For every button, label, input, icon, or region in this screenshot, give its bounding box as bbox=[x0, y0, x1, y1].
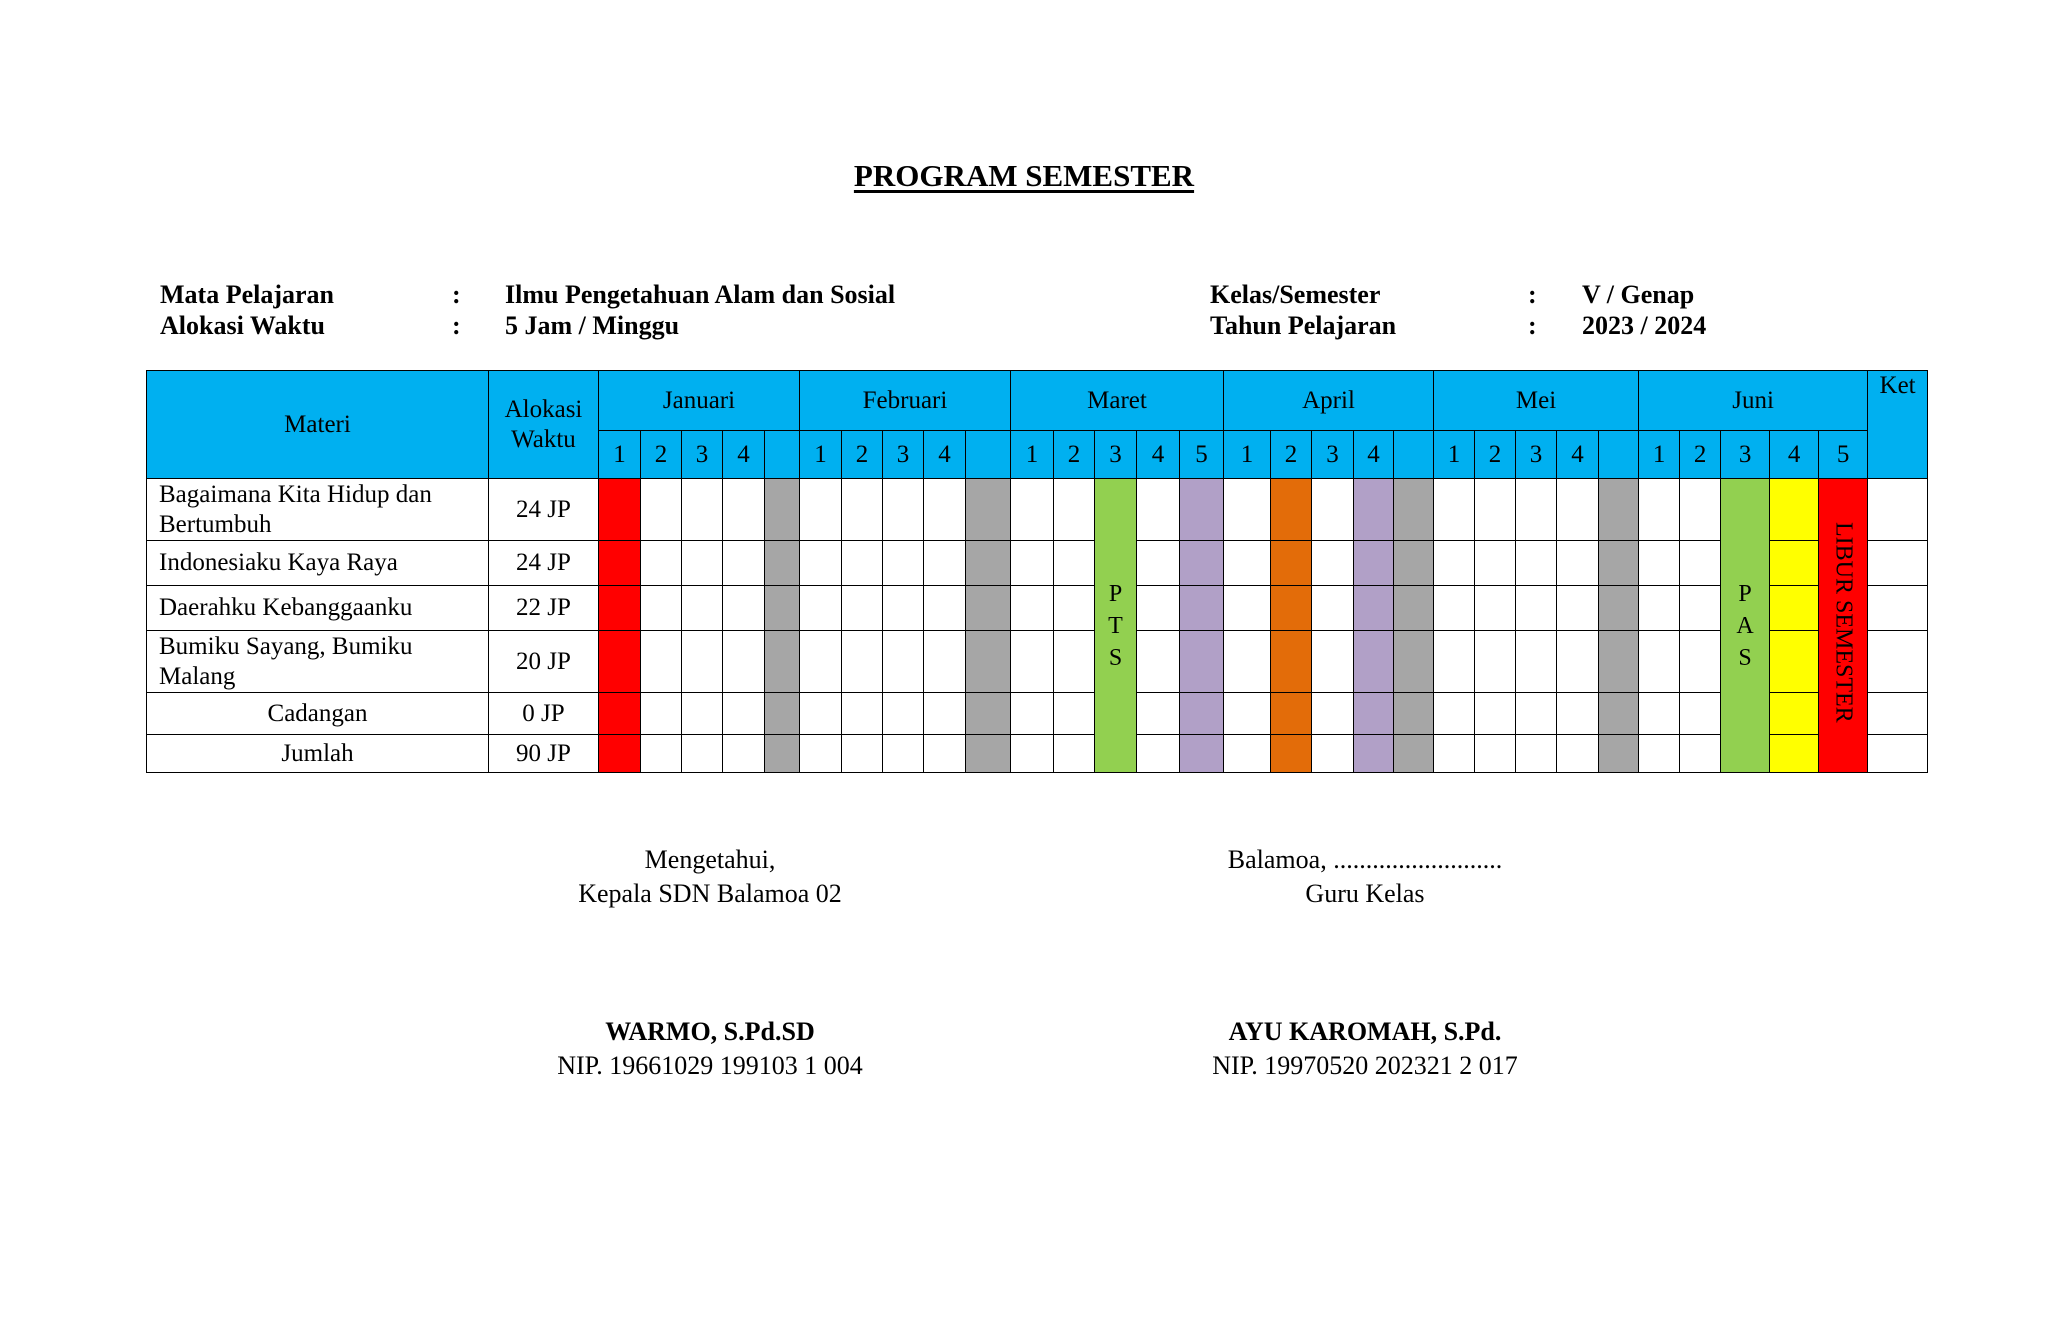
week-cell bbox=[924, 735, 966, 773]
mapel-label: Mata Pelajaran bbox=[160, 280, 335, 309]
week-cell bbox=[1224, 541, 1271, 586]
week-cell bbox=[1137, 693, 1180, 735]
alokasi-colon: : bbox=[452, 311, 461, 340]
week-cell bbox=[1475, 541, 1516, 586]
week-header: 3 bbox=[1312, 431, 1354, 479]
week-cell bbox=[1516, 693, 1557, 735]
week-cell bbox=[1011, 541, 1054, 586]
month-header: Maret bbox=[1011, 371, 1224, 431]
week-cell bbox=[641, 541, 682, 586]
week-cell bbox=[1475, 631, 1516, 693]
week-cell bbox=[1354, 541, 1394, 586]
week-cell bbox=[1599, 735, 1639, 773]
alokasi-value: 5 Jam / Minggu bbox=[505, 311, 680, 340]
libur-semester-block bbox=[1819, 479, 1868, 773]
kelas-colon: : bbox=[1528, 280, 1537, 309]
week-cell bbox=[1137, 479, 1180, 541]
week-cell bbox=[1680, 541, 1721, 586]
signature-left bbox=[510, 843, 910, 1083]
week-header: 1 bbox=[1639, 431, 1680, 479]
week-cell bbox=[765, 631, 800, 693]
week-cell bbox=[682, 586, 723, 631]
week-cell bbox=[1271, 693, 1312, 735]
week-cell bbox=[966, 631, 1011, 693]
sig-left-name: WARMO, S.Pd.SD bbox=[605, 1017, 815, 1046]
week-cell bbox=[723, 586, 765, 631]
week-cell bbox=[1516, 735, 1557, 773]
week-cell bbox=[1054, 693, 1095, 735]
week-header: 2 bbox=[1271, 431, 1312, 479]
week-cell bbox=[682, 631, 723, 693]
week-cell bbox=[842, 735, 883, 773]
week-cell bbox=[883, 479, 924, 541]
week-cell bbox=[1394, 631, 1434, 693]
week-cell bbox=[1434, 586, 1475, 631]
week-cell bbox=[1434, 693, 1475, 735]
week-cell bbox=[966, 693, 1011, 735]
week-cell bbox=[883, 693, 924, 735]
week-cell bbox=[641, 586, 682, 631]
week-cell bbox=[1475, 735, 1516, 773]
week-cell bbox=[1394, 479, 1434, 541]
week-header bbox=[966, 431, 1011, 479]
materi-header: Materi bbox=[147, 371, 489, 479]
week-cell bbox=[1011, 586, 1054, 631]
alokasi-cell: 22 JP bbox=[489, 586, 599, 631]
week-cell bbox=[1599, 479, 1639, 541]
tahun-value: 2023 / 2024 bbox=[1582, 311, 1707, 340]
materi-cell: Daerahku Kebanggaanku bbox=[147, 586, 489, 631]
week-header: 5 bbox=[1180, 431, 1224, 479]
week-cell bbox=[1639, 735, 1680, 773]
week-cell bbox=[1770, 631, 1819, 693]
week-header: 4 bbox=[924, 431, 966, 479]
week-cell bbox=[924, 693, 966, 735]
alokasi-cell: 0 JP bbox=[489, 693, 599, 735]
week-cell bbox=[1639, 631, 1680, 693]
week-cell bbox=[1354, 693, 1394, 735]
week-cell bbox=[1137, 735, 1180, 773]
week-cell bbox=[1639, 541, 1680, 586]
week-cell bbox=[966, 541, 1011, 586]
week-cell bbox=[1639, 479, 1680, 541]
week-cell bbox=[1271, 541, 1312, 586]
pas-label: P A S bbox=[1736, 580, 1754, 671]
week-cell bbox=[1680, 693, 1721, 735]
ket-cell bbox=[1868, 693, 1928, 735]
sig-right-nip: NIP. 19970520 202321 2 017 bbox=[1212, 1051, 1518, 1080]
week-header: 1 bbox=[1224, 431, 1271, 479]
week-cell bbox=[1557, 541, 1599, 586]
week-cell bbox=[1180, 735, 1224, 773]
week-header bbox=[1394, 431, 1434, 479]
week-cell bbox=[765, 693, 800, 735]
ket-cell bbox=[1868, 479, 1928, 541]
week-cell bbox=[842, 479, 883, 541]
week-cell bbox=[1599, 631, 1639, 693]
materi-cell: Cadangan bbox=[147, 693, 489, 735]
sig-right-line2: Guru Kelas bbox=[1305, 879, 1425, 908]
week-cell bbox=[599, 631, 641, 693]
week-cell bbox=[1354, 479, 1394, 541]
week-cell bbox=[924, 479, 966, 541]
week-header: 3 bbox=[883, 431, 924, 479]
week-cell bbox=[883, 586, 924, 631]
week-cell bbox=[842, 693, 883, 735]
week-cell bbox=[1312, 693, 1354, 735]
week-cell bbox=[924, 631, 966, 693]
week-cell bbox=[1434, 541, 1475, 586]
week-header: 4 bbox=[1354, 431, 1394, 479]
week-header: 2 bbox=[641, 431, 682, 479]
week-header: 3 bbox=[1721, 431, 1770, 479]
week-cell bbox=[924, 586, 966, 631]
week-cell bbox=[682, 479, 723, 541]
week-cell bbox=[1394, 541, 1434, 586]
week-cell bbox=[1054, 586, 1095, 631]
month-header: Januari bbox=[599, 371, 800, 431]
alokasi-label: Alokasi Waktu bbox=[160, 311, 325, 340]
week-cell bbox=[1516, 586, 1557, 631]
week-cell bbox=[1224, 631, 1271, 693]
pts-label: P T S bbox=[1108, 580, 1123, 671]
week-cell bbox=[1394, 693, 1434, 735]
page-title: PROGRAM SEMESTER bbox=[853, 158, 1195, 193]
week-cell bbox=[765, 541, 800, 586]
week-cell bbox=[765, 479, 800, 541]
week-header: 4 bbox=[1557, 431, 1599, 479]
week-cell bbox=[682, 693, 723, 735]
week-cell bbox=[641, 693, 682, 735]
materi-cell: Indonesiaku Kaya Raya bbox=[147, 541, 489, 586]
week-cell bbox=[1599, 541, 1639, 586]
signature-right bbox=[1165, 843, 1565, 1083]
week-cell bbox=[1680, 586, 1721, 631]
sig-right-line1: Balamoa, .......................... bbox=[1227, 845, 1503, 874]
alokasi-cell: 24 JP bbox=[489, 541, 599, 586]
week-cell bbox=[1599, 586, 1639, 631]
week-cell bbox=[1011, 693, 1054, 735]
week-cell bbox=[1312, 735, 1354, 773]
week-cell bbox=[1312, 631, 1354, 693]
week-header: 1 bbox=[1434, 431, 1475, 479]
alokasi-cell: 20 JP bbox=[489, 631, 599, 693]
week-cell bbox=[599, 479, 641, 541]
week-cell bbox=[682, 735, 723, 773]
week-cell bbox=[1224, 586, 1271, 631]
week-cell bbox=[1434, 479, 1475, 541]
week-header: 2 bbox=[842, 431, 883, 479]
week-cell bbox=[1475, 693, 1516, 735]
week-cell bbox=[641, 735, 682, 773]
week-cell bbox=[1434, 735, 1475, 773]
sig-left-nip: NIP. 19661029 199103 1 004 bbox=[557, 1051, 863, 1080]
week-cell bbox=[1011, 479, 1054, 541]
week-cell bbox=[1770, 735, 1819, 773]
week-cell bbox=[1011, 631, 1054, 693]
week-cell bbox=[641, 631, 682, 693]
week-cell bbox=[1557, 586, 1599, 631]
week-cell bbox=[1475, 479, 1516, 541]
mapel-colon: : bbox=[452, 280, 461, 309]
week-cell bbox=[1054, 735, 1095, 773]
month-header: Juni bbox=[1639, 371, 1868, 431]
week-cell bbox=[1557, 631, 1599, 693]
week-cell bbox=[1770, 541, 1819, 586]
materi-cell: Bumiku Sayang, Bumiku Malang bbox=[147, 631, 489, 693]
week-cell bbox=[1271, 586, 1312, 631]
semester-schedule-table bbox=[146, 370, 1928, 773]
week-cell bbox=[842, 541, 883, 586]
week-cell bbox=[1680, 631, 1721, 693]
week-cell bbox=[924, 541, 966, 586]
week-cell bbox=[1434, 631, 1475, 693]
week-cell bbox=[1639, 586, 1680, 631]
week-cell bbox=[966, 479, 1011, 541]
week-cell bbox=[1557, 479, 1599, 541]
ket-cell bbox=[1868, 541, 1928, 586]
sig-left-line1: Mengetahui, bbox=[644, 845, 776, 874]
week-cell bbox=[1770, 479, 1819, 541]
week-cell bbox=[800, 735, 842, 773]
week-cell bbox=[1680, 735, 1721, 773]
mapel-value: Ilmu Pengetahuan Alam dan Sosial bbox=[505, 280, 896, 309]
week-cell bbox=[1599, 693, 1639, 735]
week-cell bbox=[1639, 693, 1680, 735]
month-header: Februari bbox=[800, 371, 1011, 431]
libur-semester-label: LIBUR SEMESTER bbox=[1830, 521, 1857, 723]
ket-header: Ket bbox=[1868, 371, 1928, 479]
week-cell bbox=[1354, 735, 1394, 773]
week-cell bbox=[800, 586, 842, 631]
week-cell bbox=[599, 541, 641, 586]
week-cell bbox=[641, 479, 682, 541]
week-cell bbox=[1224, 479, 1271, 541]
week-header: 3 bbox=[1516, 431, 1557, 479]
week-cell bbox=[800, 631, 842, 693]
week-cell bbox=[1475, 586, 1516, 631]
week-cell bbox=[1516, 479, 1557, 541]
alokasi-cell: 90 JP bbox=[489, 735, 599, 773]
week-cell bbox=[1054, 631, 1095, 693]
week-cell bbox=[1011, 735, 1054, 773]
materi-cell: Jumlah bbox=[147, 735, 489, 773]
week-header: 2 bbox=[1054, 431, 1095, 479]
week-cell bbox=[1137, 541, 1180, 586]
ket-cell bbox=[1868, 735, 1928, 773]
week-cell bbox=[1394, 586, 1434, 631]
sig-right-name: AYU KAROMAH, S.Pd. bbox=[1228, 1017, 1502, 1046]
week-header: 1 bbox=[1011, 431, 1054, 479]
alokasi-header: Alokasi Waktu bbox=[489, 371, 599, 479]
week-cell bbox=[1180, 479, 1224, 541]
week-cell bbox=[1224, 693, 1271, 735]
week-cell bbox=[800, 479, 842, 541]
week-header: 3 bbox=[682, 431, 723, 479]
week-cell bbox=[599, 735, 641, 773]
kelas-label: Kelas/Semester bbox=[1210, 280, 1381, 309]
week-cell bbox=[1054, 479, 1095, 541]
week-cell bbox=[1354, 631, 1394, 693]
week-cell bbox=[966, 735, 1011, 773]
week-cell bbox=[1180, 541, 1224, 586]
week-header: 2 bbox=[1475, 431, 1516, 479]
month-header: April bbox=[1224, 371, 1434, 431]
week-header: 1 bbox=[800, 431, 842, 479]
sig-left-line2: Kepala SDN Balamoa 02 bbox=[578, 879, 842, 908]
week-cell bbox=[800, 541, 842, 586]
week-cell bbox=[800, 693, 842, 735]
week-cell bbox=[1354, 586, 1394, 631]
week-header: 5 bbox=[1819, 431, 1868, 479]
alokasi-cell: 24 JP bbox=[489, 479, 599, 541]
week-cell bbox=[765, 586, 800, 631]
week-cell bbox=[1770, 693, 1819, 735]
tahun-colon: : bbox=[1528, 311, 1537, 340]
week-cell bbox=[1557, 735, 1599, 773]
pas-block bbox=[1721, 479, 1770, 773]
week-cell bbox=[883, 541, 924, 586]
week-cell bbox=[682, 541, 723, 586]
week-cell bbox=[765, 735, 800, 773]
week-cell bbox=[1137, 631, 1180, 693]
week-cell bbox=[1770, 586, 1819, 631]
week-cell bbox=[842, 631, 883, 693]
week-cell bbox=[966, 586, 1011, 631]
week-cell bbox=[883, 735, 924, 773]
week-cell bbox=[723, 631, 765, 693]
week-cell bbox=[599, 586, 641, 631]
week-cell bbox=[1312, 479, 1354, 541]
week-header bbox=[765, 431, 800, 479]
week-cell bbox=[723, 541, 765, 586]
week-cell bbox=[1516, 541, 1557, 586]
week-cell bbox=[1054, 541, 1095, 586]
week-header: 1 bbox=[599, 431, 641, 479]
week-cell bbox=[1312, 541, 1354, 586]
week-cell bbox=[723, 479, 765, 541]
week-cell bbox=[1312, 586, 1354, 631]
week-header: 2 bbox=[1680, 431, 1721, 479]
week-cell bbox=[1180, 586, 1224, 631]
week-cell bbox=[1271, 631, 1312, 693]
week-cell bbox=[1224, 735, 1271, 773]
week-cell bbox=[1271, 479, 1312, 541]
kelas-value: V / Genap bbox=[1582, 280, 1695, 309]
week-cell bbox=[1180, 631, 1224, 693]
week-cell bbox=[1557, 693, 1599, 735]
tahun-label: Tahun Pelajaran bbox=[1210, 311, 1397, 340]
week-cell bbox=[1180, 693, 1224, 735]
month-header: Mei bbox=[1434, 371, 1639, 431]
week-header bbox=[1599, 431, 1639, 479]
week-cell bbox=[842, 586, 883, 631]
week-header: 4 bbox=[1137, 431, 1180, 479]
week-cell bbox=[1137, 586, 1180, 631]
week-header: 4 bbox=[1770, 431, 1819, 479]
week-cell bbox=[723, 735, 765, 773]
week-cell bbox=[723, 693, 765, 735]
ket-cell bbox=[1868, 631, 1928, 693]
week-cell bbox=[599, 693, 641, 735]
week-cell bbox=[1394, 735, 1434, 773]
week-header: 3 bbox=[1095, 431, 1137, 479]
week-cell bbox=[1271, 735, 1312, 773]
week-cell bbox=[1680, 479, 1721, 541]
week-cell bbox=[883, 631, 924, 693]
ket-cell bbox=[1868, 586, 1928, 631]
materi-cell: Bagaimana Kita Hidup dan Bertumbuh bbox=[147, 479, 489, 541]
week-cell bbox=[1516, 631, 1557, 693]
week-header: 4 bbox=[723, 431, 765, 479]
pts-block bbox=[1095, 479, 1137, 773]
